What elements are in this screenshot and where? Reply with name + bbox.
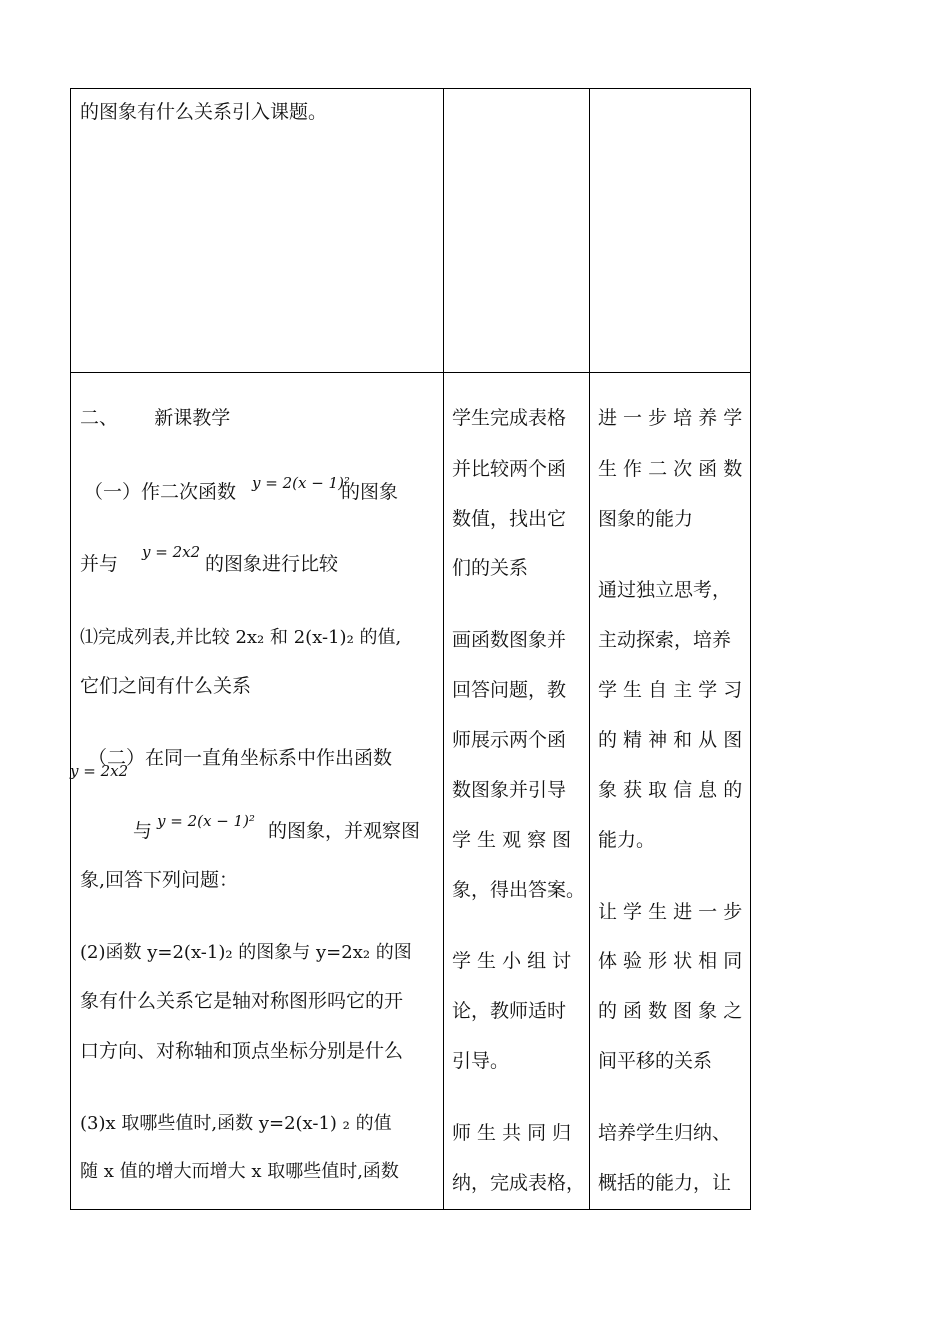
formula-shifted-parabola-2: y = 2(x − 1)² [157,812,255,830]
column-divider-2 [589,88,590,1210]
activity-line: 数值，找出它 [452,508,567,530]
intent-line: 通过独立思考， [598,579,732,601]
intent-line: 体 验 形 状 相 同 [598,950,743,972]
activity-line: 论，教师适时 [452,1000,567,1022]
intent-line: 概括的能力，让 [598,1172,732,1194]
intent-line: 进 一 步 培 养 学 [598,407,743,429]
task1-text-a: （一）作二次函数 [84,481,237,503]
task1-text-b: 的图象 [341,481,399,503]
task1-line2-a: 并与 [80,553,119,575]
intent-line: 能力。 [598,829,656,851]
question2-line3: 口方向、对称轴和顶点坐标分别是什么 [80,1040,404,1062]
intent-line: 的 精 神 和 从 图 [598,729,743,751]
task2-line1: （二）在同一直角坐标系中作出函数 [88,747,393,769]
table-right-border [750,88,751,1210]
intent-line: 学 生 自 主 学 习 [598,679,743,701]
activity-line: 并比较两个函 [452,458,567,480]
formula-base-parabola: y = 2x2 [142,543,201,561]
question2-line2: 象有什么关系它是轴对称图形吗它的开 [80,990,404,1012]
table-left-border [70,88,71,1210]
activity-line: 引导。 [452,1050,510,1072]
activity-line: 学 生 小 组 讨 [452,950,572,972]
task2-line2: 的图象，并观察图 [268,820,421,842]
task1-line2-b: 的图象进行比较 [205,553,339,575]
question2-line1: (2)函数 y=2(x-1)₂ 的图象与 y=2x₂ 的图 [80,942,412,963]
activity-line: 画函数图象并 [452,629,567,651]
activity-line: 纳，完成表格， [452,1172,586,1194]
row1-col1-text: 的图象有什么关系引入课题。 [80,101,328,123]
task2-yu: 与 [133,820,153,842]
activity-line: 象，得出答案。 [452,879,586,901]
activity-line: 回答问题，教 [452,679,567,701]
intent-line: 间平移的关系 [598,1050,713,1072]
activity-line: 们的关系 [452,557,529,579]
activity-line: 学生完成表格 [452,407,567,429]
intent-line: 象 获 取 信 息 的 [598,779,743,801]
intent-line: 图象的能力 [598,508,694,530]
intent-line: 主动探索，培养 [598,629,732,651]
question3-line1: (3)x 取哪些值时,函数 y=2(x-1) ₂ 的值 [80,1113,392,1134]
intent-line: 的 函 数 图 象 之 [598,1000,743,1022]
activity-line: 师展示两个函 [452,729,567,751]
section-heading: 二、 新课教学 [80,407,231,429]
question3-line2: 随 x 值的增大而增大 x 取哪些值时,函数 [80,1161,399,1182]
activity-line: 师 生 共 同 归 [452,1122,572,1144]
formula-shifted-parabola: y = 2(x − 1)² [252,474,350,492]
activity-line: 学 生 观 察 图 [452,829,572,851]
formula-base-parabola-2: y = 2x2 [70,762,129,780]
question1-line2: 它们之间有什么关系 [80,675,252,697]
column-divider-1 [443,88,444,1210]
intent-line: 让 学 生 进 一 步 [598,901,743,923]
intent-line: 生 作 二 次 函 数 [598,458,743,480]
question1-line1: ⑴完成列表,并比较 2x₂ 和 2(x-1)₂ 的值, [80,627,402,648]
table-top-border [70,88,751,89]
intent-line: 培养学生归纳、 [598,1122,732,1144]
activity-line: 数图象并引导 [452,779,567,801]
table-bottom-border [70,1209,751,1210]
task2-line3: 象,回答下列问题： [80,869,239,891]
row-divider [70,372,751,373]
